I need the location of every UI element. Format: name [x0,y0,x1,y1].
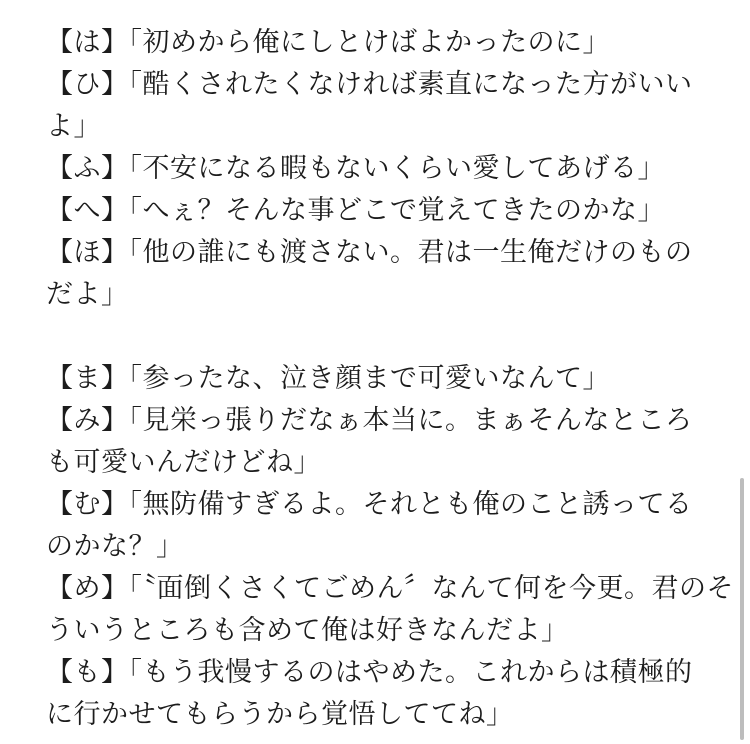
line-mi: 【み】「見栄っ張りだなぁ本当に。まぁそんなところ [46,405,693,436]
line-mo: 【も】「もう我慢するのはやめた。これからは積極的 [46,657,693,688]
blank-line [46,316,706,358]
line-mu-continued: のかな？」 [46,531,184,562]
line-fu: 【ふ】「不安になる暇もないくらい愛してあげる」 [46,153,665,184]
line-mo-continued: に行かせてもらうから覚悟しててね」 [46,699,514,730]
line-mu: 【む】「無防備すぎるよ。それとも俺のこと誘ってる [46,489,693,520]
line-ha: 【は】「初めから俺にしとけばよかったのに」 [46,27,610,58]
line-hi: 【ひ】「酷くされたくなければ素直になった方がいい [46,69,693,100]
line-ho: 【ほ】「他の誰にも渡さない。君は一生俺だけのもの [46,237,693,268]
line-ma: 【ま】「参ったな、泣き顔まで可愛いなんて」 [46,363,610,394]
line-he: 【へ】「へぇ？そんな事どこで覚えてきたのかな」 [46,195,665,226]
vertical-scrollbar[interactable] [740,478,744,740]
line-me-continued: ういうところも含めて俺は好きなんだよ」 [46,615,569,646]
line-mi-continued: も可愛いんだけどね」 [46,447,321,478]
line-ho-continued: だよ」 [46,279,129,310]
line-hi-continued: よ」 [46,111,101,142]
line-me: 【め】「〝面倒くさくてごめん〞なんて何を今更。君のそ [46,573,734,604]
text-document [46,22,734,736]
